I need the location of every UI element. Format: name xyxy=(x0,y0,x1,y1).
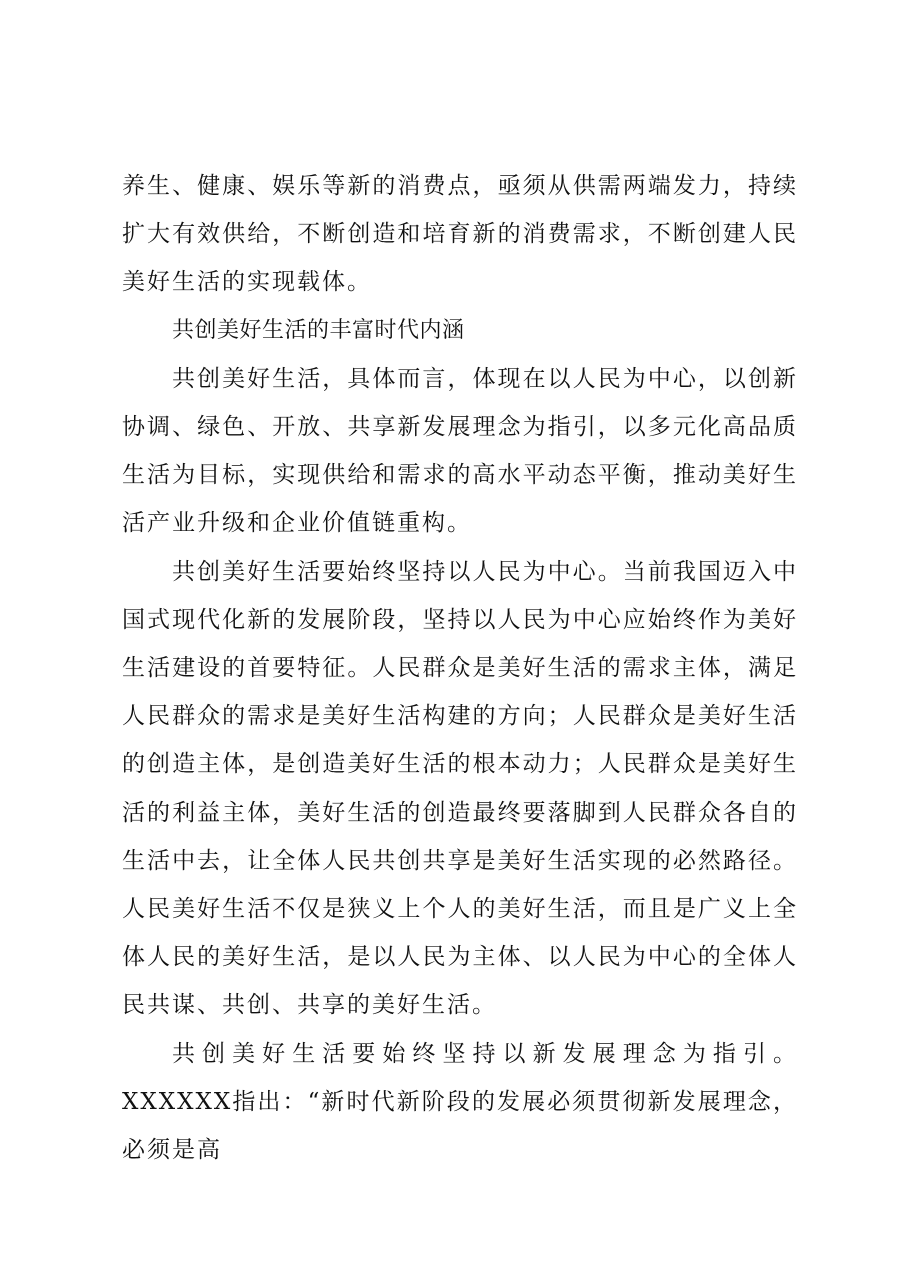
document-body xyxy=(122,162,798,1174)
paragraph-continuation: 养生、健康、娱乐等新的消费点，亟须从供需两端发力，持续扩大有效供给，不断创造和培育新的消费需求，不断创建人民美好生活的实现载体。 xyxy=(122,173,798,296)
paragraph-intro: 共创美好生活，具体而言，体现在以人民为中心，以创新协调、绿色、开放、共享新发展理念为指引，以多元化高品质生活为目标，实现供给和需求的高水平动态平衡，推动美好生活产业升级和企业价值链重构。 xyxy=(122,365,798,537)
paragraph-new-development: 共创美好生活要始终坚持以新发展理念为指引。XXXXXX指出：“新时代新阶段的发展必须贯彻新发展理念，必须是高 xyxy=(122,1040,798,1164)
paragraph-people-centered: 共创美好生活要始终坚持以人民为中心。当前我国迈入中国式现代化新的发展阶段，坚持以人民为中心应始终作为美好生活建设的首要特征。人民群众是美好生活的需求主体，满足人民群众的需求是美好生活构建的方向；人民群众是美好生活的创造主体，是创造美好生活的根本动力；人民群众是美好生活的利益主体，美好生活的创造最终要落脚到人民群众各自的生活中去，让全体人民共创共享是美好生活实现的必然路径。人民美好生活不仅是狭义上个人的美好生活，而且是广义上全体人民的美好生活，是以人民为主体、以人民为中心的全体人民共谋、共创、共享的美好生活。 xyxy=(122,558,798,1019)
section-heading: 共创美好生活的丰富时代内涵 xyxy=(172,317,465,343)
